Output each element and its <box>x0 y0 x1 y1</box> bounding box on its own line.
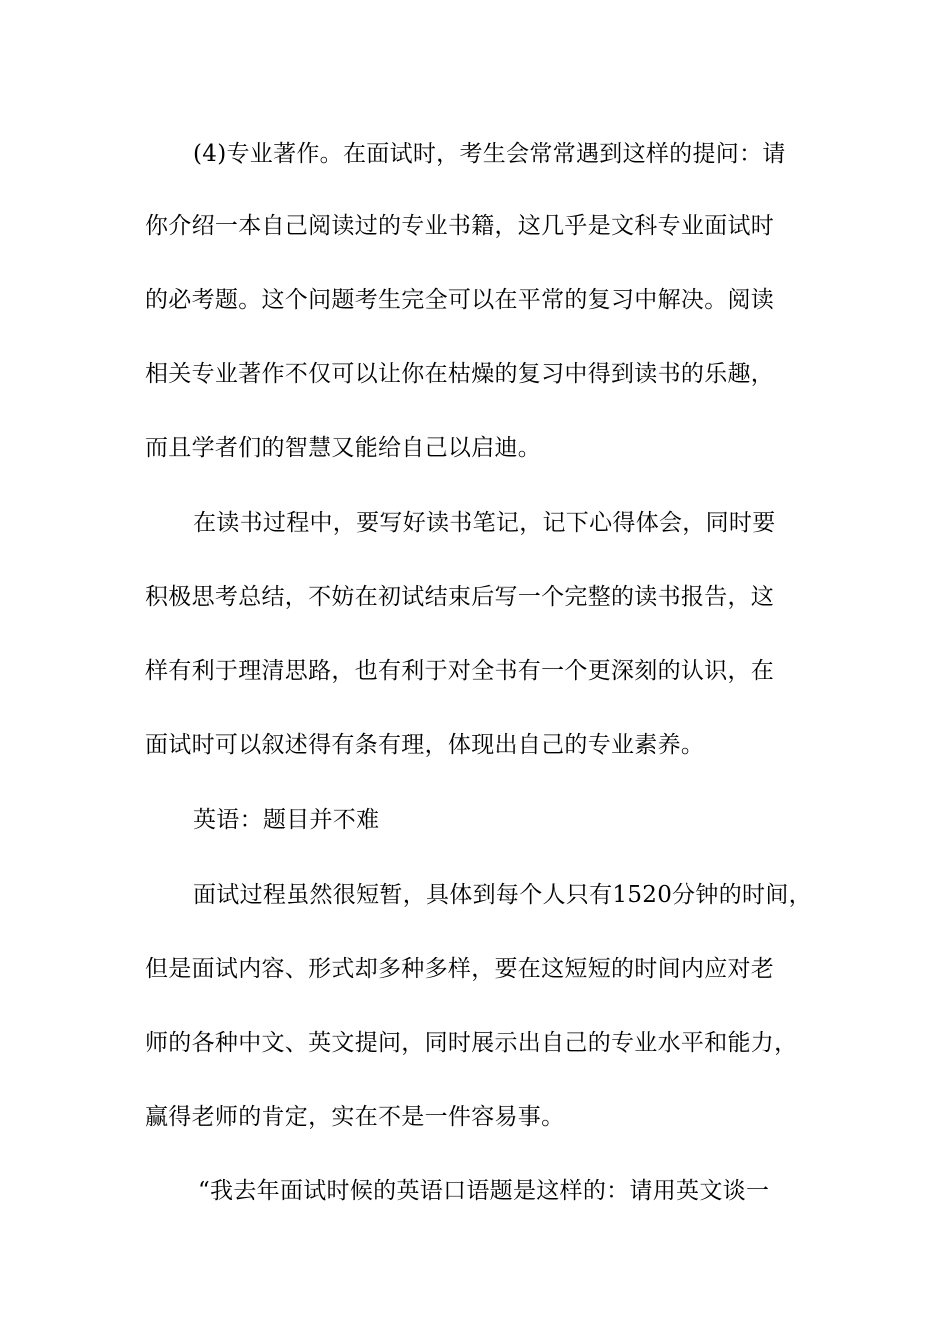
paragraph-line: 你介绍一本自己阅读过的专业书籍，这几乎是文科专业面试时 <box>145 213 775 239</box>
paragraph-line: 赢得老师的肯定，实在不是一件容易事。 <box>145 1104 565 1130</box>
paragraph-line: 样有利于理清思路，也有利于对全书有一个更深刻的认识，在 <box>145 658 775 684</box>
paragraph-line: (4)专业著作。在面试时，考生会常常遇到这样的提问：请 <box>193 141 786 167</box>
paragraph-line: 师的各种中文、英文提问，同时展示出自己的专业水平和能力， <box>145 1030 798 1056</box>
paragraph-line: 面试时可以叙述得有条有理，体现出自己的专业素养。 <box>145 732 705 758</box>
paragraph-line: 在读书过程中，要写好读书笔记，记下心得体会，同时要 <box>193 510 776 536</box>
paragraph-line: 但是面试内容、形式却多种多样，要在这短短的时间内应对老 <box>145 956 775 982</box>
paragraph-line: 而且学者们的智慧又能给自己以启迪。 <box>145 435 542 461</box>
paragraph-line: 相关专业著作不仅可以让你在枯燥的复习中得到读书的乐趣， <box>145 361 775 387</box>
paragraph-line: 面试过程虽然很短暂，具体到每个人只有1520分钟的时间， <box>193 882 812 908</box>
paragraph-line: 积极思考总结，不妨在初试结束后写一个完整的读书报告，这 <box>145 584 775 610</box>
paragraph-line: 的必考题。这个问题考生完全可以在平常的复习中解决。阅读 <box>145 287 775 313</box>
section-heading: 英语：题目并不难 <box>193 807 380 833</box>
paragraph-line: “我去年面试时候的英语口语题是这样的：请用英文谈一 <box>198 1178 770 1204</box>
